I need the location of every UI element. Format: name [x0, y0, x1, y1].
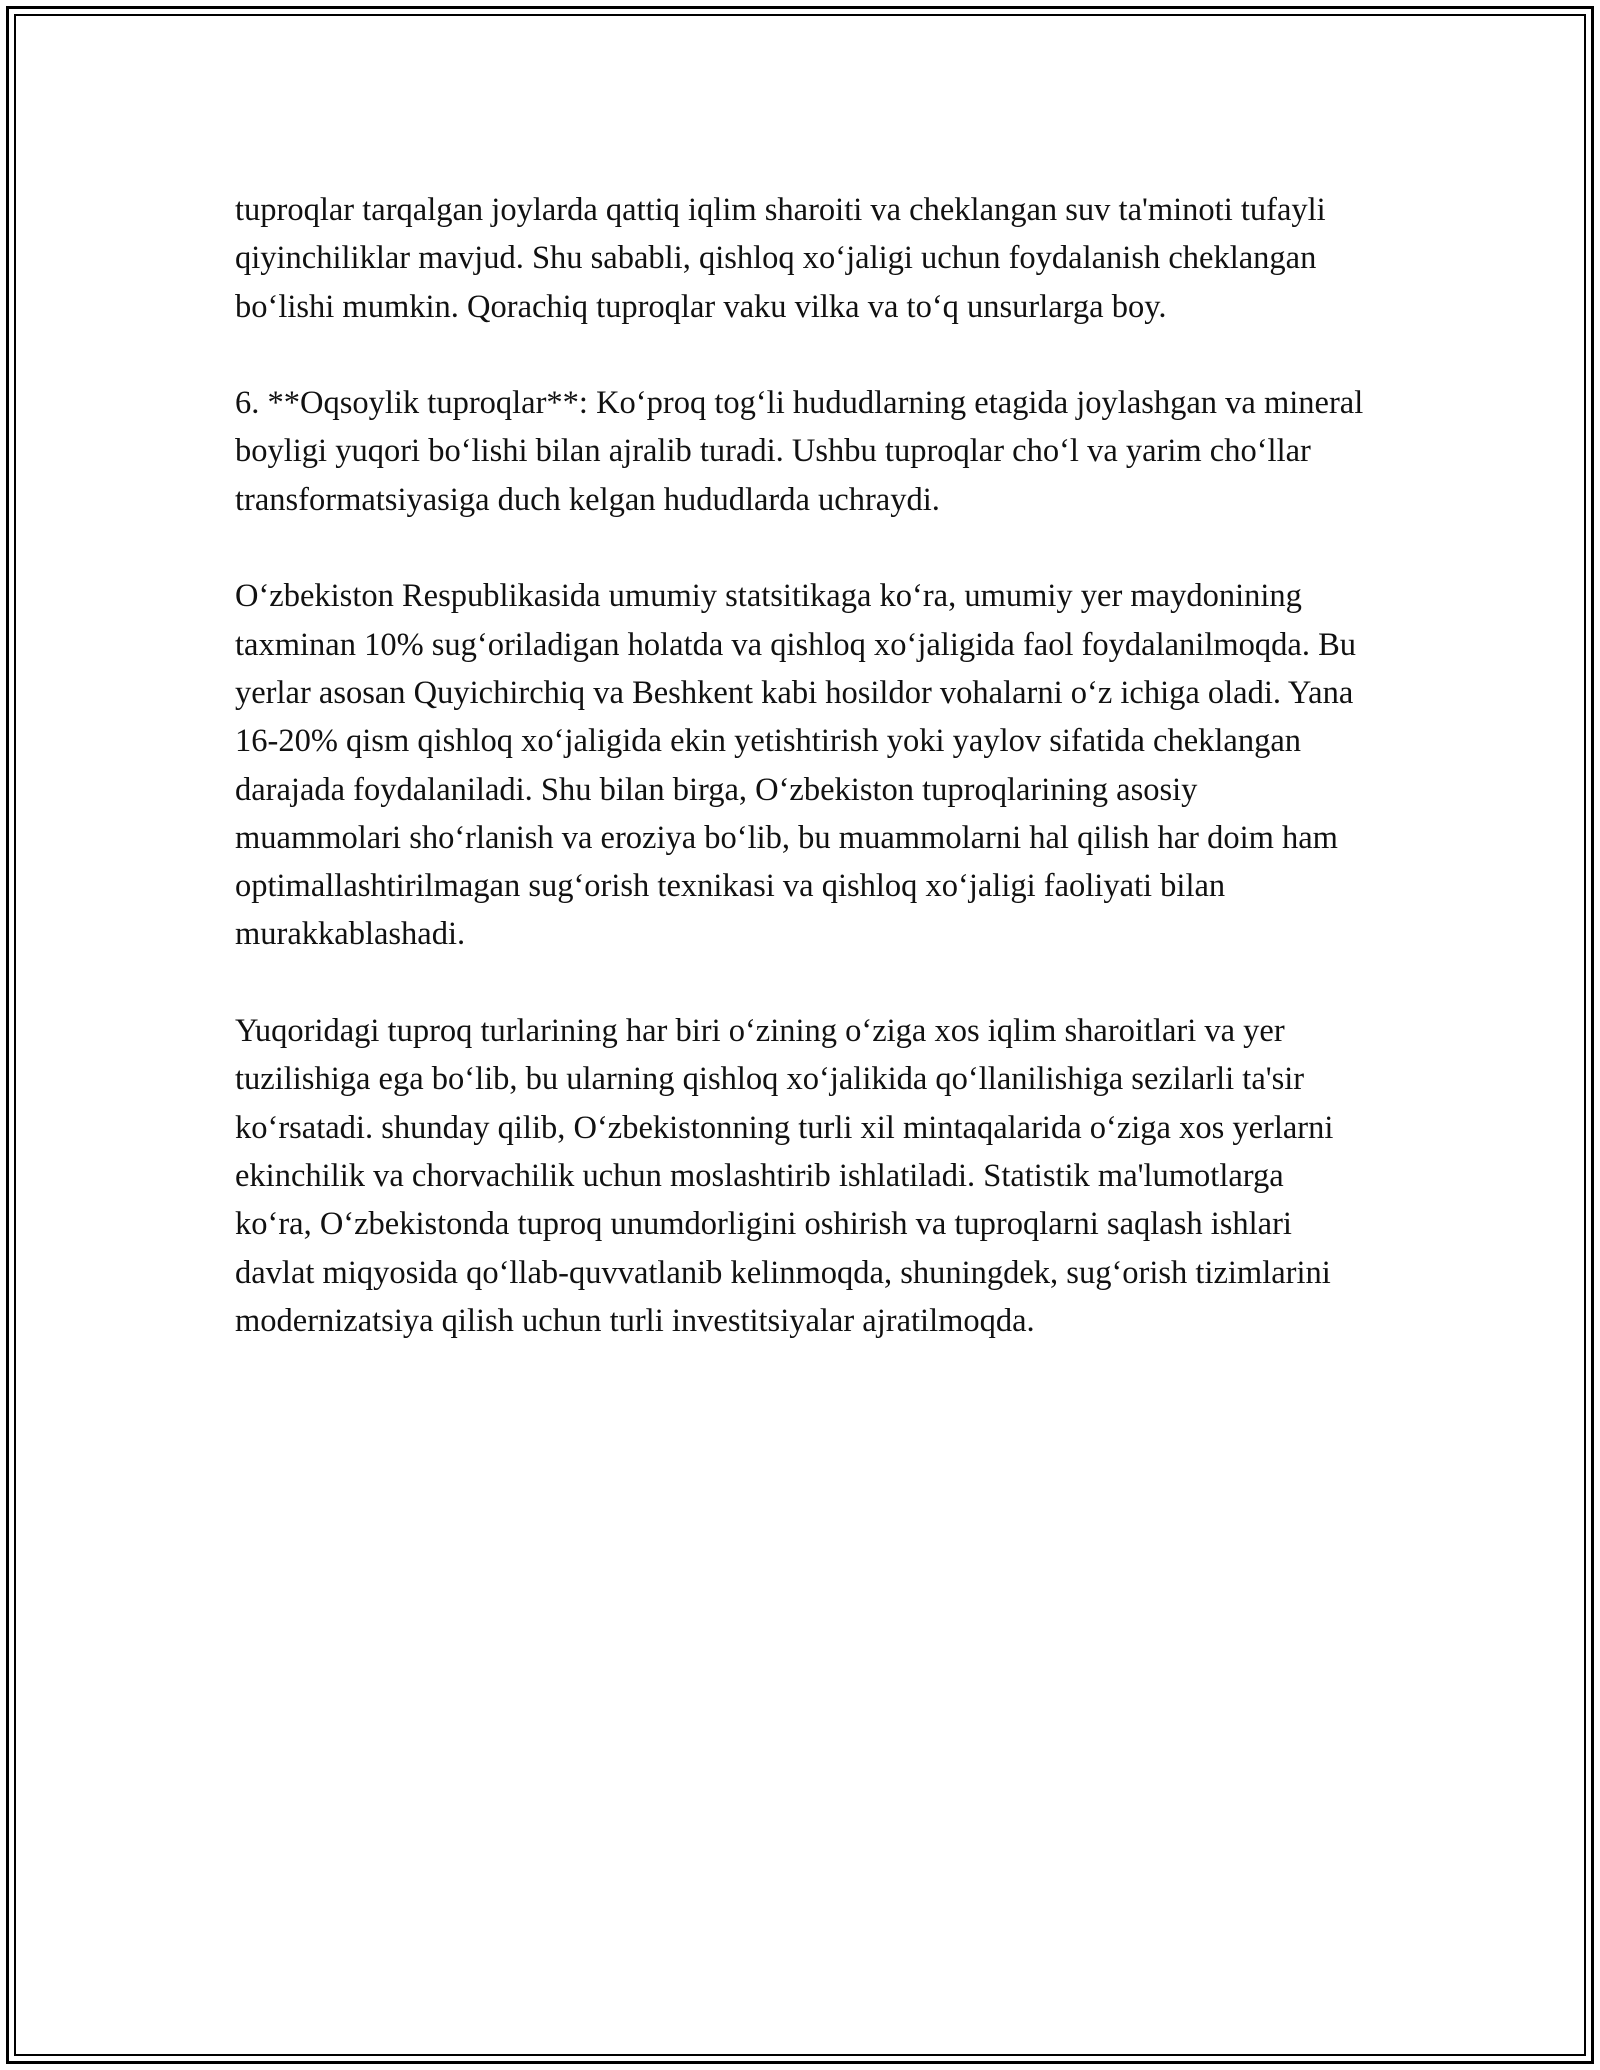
paragraph-oqsoylik-soils: 6. **Oqsoylik tuproqlar**: Ko‘proq tog‘li hududlarning etagida joylashgan va mineral boyligi yuqori bo‘lishi bilan ajralib turadi. Ushbu tuproqlar cho‘l va yarim cho‘llar transformatsiyasiga duch kelgan hududlarda uchraydi.	[235, 385, 1364, 518]
paragraph-summary: Yuqoridagi tuproq turlarining har biri o‘zining o‘ziga xos iqlim sharoitlari va yer tuzilishiga ega bo‘lib, bu ularning qishloq xo‘jalikida qo‘llanilishiga sezilarli ta'sir ko‘rsatadi. shunday qilib, O‘zbekistonning turli xil mintaqalarida o‘ziga xos yerlarni ekinchilik va chorvachilik uchun moslashtirib ishlatiladi. Statistik ma'lumotlarga ko‘ra, O‘zbekistonda tuproq unumdorligini oshirish va tuproqlarni saqlash ishlari davlat miqyosida qo‘llab-quvvatlanib kelinmoqda, shuningdek, sug‘orish tizimlarini modernizatsiya qilish uchun turli investitsiyalar ajratilmoqda.	[235, 1013, 1334, 1339]
paragraph-land-statistics: O‘zbekiston Respublikasida umumiy statsitikaga ko‘ra, umumiy yer maydonining taxminan 10% sug‘oriladigan holatda va qishloq xo‘jaligida faol foydalanilmoqda. Bu yerlar asosan Quyichirchiq va Beshkent kabi hosildor vohalarni o‘z ichiga oladi. Yana 16-20% qism qishloq xo‘jaligida ekin yetishtirish yoki yaylov sifatida cheklangan darajada foydalaniladi. Shu bilan birga, O‘zbekiston tuproqlarining asosiy muammolari sho‘rlanish va eroziya bo‘lib, bu muammolarni hal qilish har doim ham optimallashtirilmagan sug‘orish texnikasi va qishloq xo‘jaligi faoliyati bilan murakkablashadi.	[235, 578, 1356, 953]
paragraph-soil-continuation: tuproqlar tarqalgan joylarda qattiq iqlim sharoiti va cheklangan suv ta'minoti tufayli qiyinchiliklar mavjud. Shu sababli, qishloq xo‘jaligi uchun foydalanish cheklangan bo‘lishi mumkin. Qorachiq tuproqlar vaku vilka va to‘q unsurlarga boy.	[235, 192, 1326, 325]
document-body	[235, 186, 1365, 1345]
